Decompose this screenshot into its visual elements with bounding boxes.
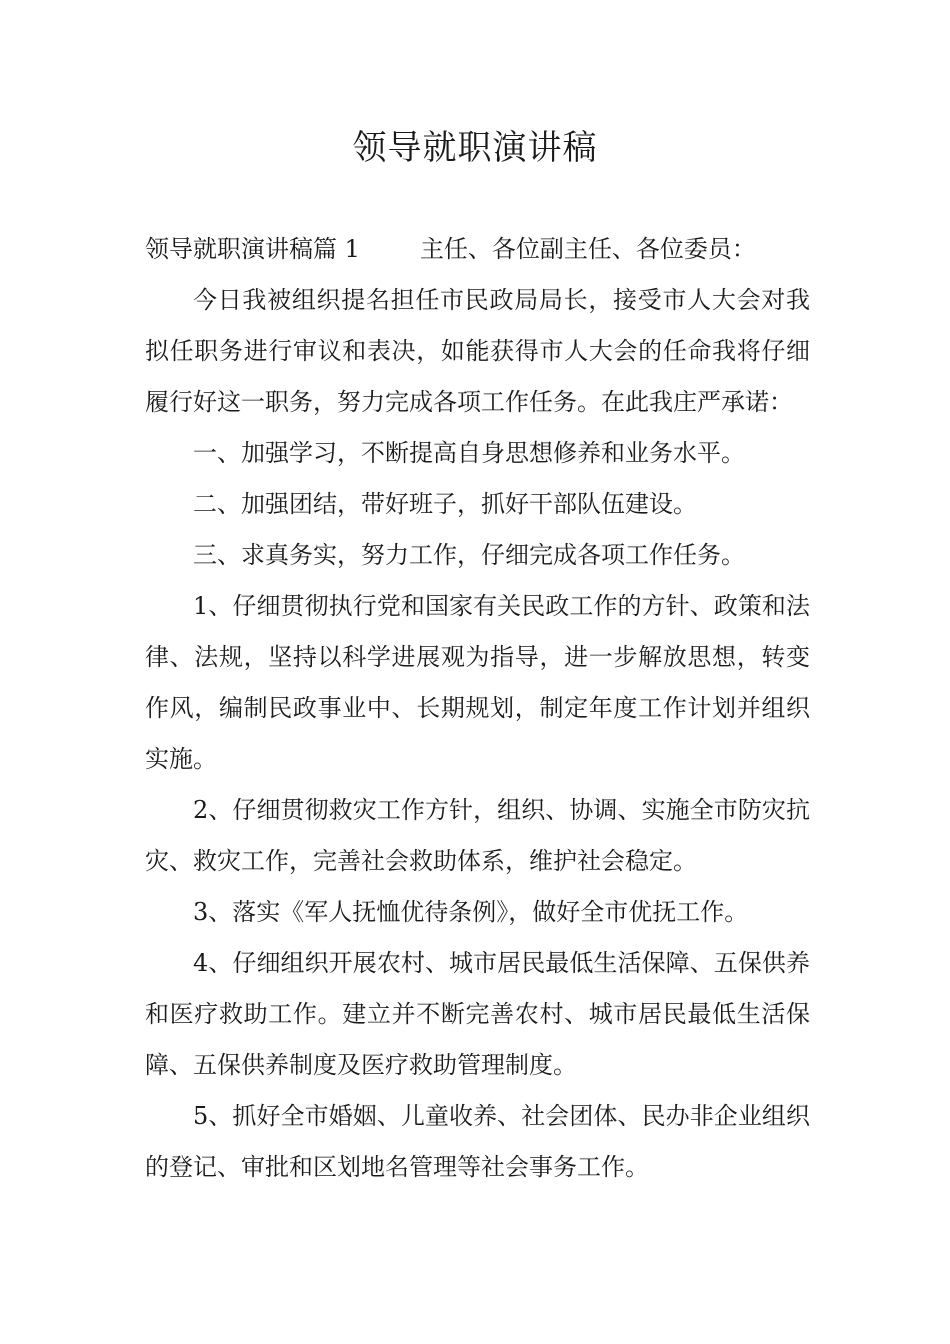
paragraph-pledge-1: 一、加强学习，不断提高自身思想修养和业务水平。 — [193, 439, 745, 467]
paragraph-pledge-3: 三、求真务实，努力工作，仔细完成各项工作任务。 — [193, 541, 745, 569]
heading-line — [145, 224, 810, 275]
paragraph-item-5: 5、抓好全市婚姻、儿童收养、社会团体、民办非企业组织的登记、审批和区划地名管理等社会事务工作。 — [145, 1102, 810, 1181]
paragraph-item-4: 4、仔细组织开展农村、城市居民最低生活保障、五保供养和医疗救助工作。建立并不断完善农村、城市居民最低生活保障、五保供养制度及医疗救助管理制度。 — [145, 949, 810, 1079]
paragraph-intro: 今日我被组织提名担任市民政局局长，接受市人大会对我拟任职务进行审议和表决，如能获得市人大会的任命我将仔细履行好这一职务，努力完成各项工作任务。在此我庄严承诺： — [145, 286, 810, 416]
paragraph-pledge-2: 二、加强团结，带好班子，抓好干部队伍建设。 — [193, 490, 697, 518]
document-title: 领导就职演讲稿 — [352, 128, 598, 168]
paragraph-item-1: 1、仔细贯彻执行党和国家有关民政工作的方针、政策和法律、法规，坚持以科学进展观为指导，进一步解放思想，转变作风，编制民政事业中、长期规划，制定年度工作计划并组织实施。 — [145, 592, 810, 773]
salutation: 主任、各位副主任、各位委员： — [419, 235, 756, 263]
section-lead: 领导就职演讲稿篇 1 — [145, 235, 360, 263]
paragraph-item-3: 3、落实《军人抚恤优待条例》，做好全市优抚工作。 — [193, 898, 749, 926]
document-body — [145, 224, 810, 1193]
paragraph-item-2: 2、仔细贯彻救灾工作方针，组织、协调、实施全市防灾抗灾、救灾工作，完善社会救助体系，维护社会稳定。 — [145, 796, 810, 875]
